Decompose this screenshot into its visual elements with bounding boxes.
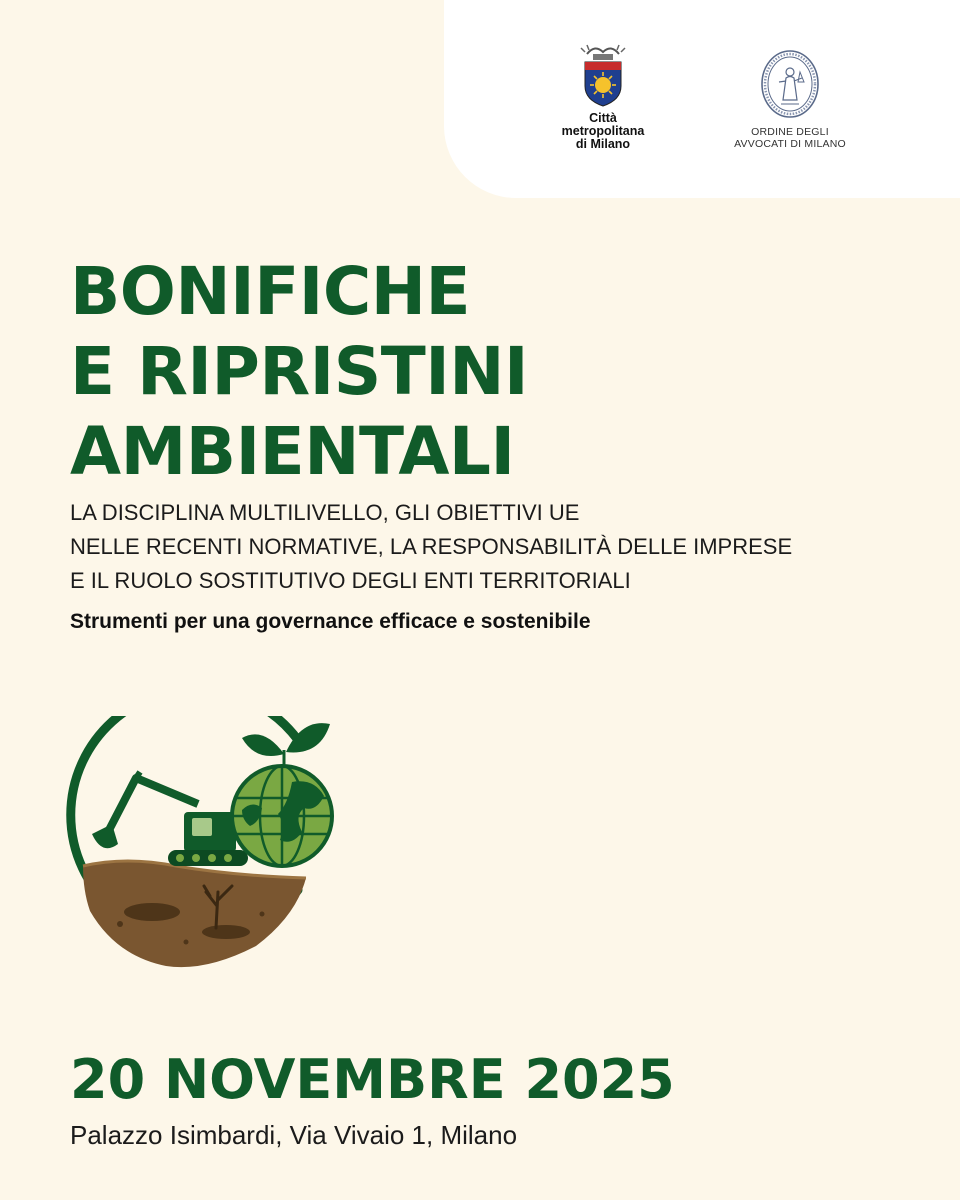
tagline: Strumenti per una governance efficace e sostenibile: [70, 610, 591, 633]
subtitle-line: NELLE RECENTI NORMATIVE, LA RESPONSABILITÀ DELLE IMPRESE: [70, 534, 793, 559]
city-logo-line: di Milano: [575, 137, 631, 151]
ordine-logo-text: [720, 126, 860, 150]
title-line: AMBIENTALI: [70, 413, 515, 490]
subtitle-line: E IL RUOLO SOSTITUTIVO DEGLI ENTI TERRITORIALI: [70, 568, 631, 593]
subtitle-line: LA DISCIPLINA MULTILIVELLO, GLI OBIETTIVI UE: [70, 500, 580, 525]
subtitle: [70, 496, 792, 598]
title-line: BONIFICHE: [70, 253, 471, 330]
page-title: [70, 252, 528, 492]
logo-panel: [444, 0, 960, 198]
city-logo-text: [548, 112, 658, 151]
city-logo: [548, 42, 658, 151]
title-line: E RIPRISTINI: [70, 333, 529, 410]
event-venue: Palazzo Isimbardi, Via Vivaio 1, Milano: [70, 1120, 518, 1150]
ordine-logo-line: ORDINE DEGLI: [751, 126, 829, 138]
ordine-logo-line: AVVOCATI DI MILANO: [734, 138, 846, 150]
city-crest-icon: [575, 42, 631, 108]
event-date: 20 NOVEMBRE 2025: [70, 1048, 675, 1111]
ordine-seal-icon: [759, 48, 821, 120]
ordine-logo: [720, 48, 860, 150]
excavator-globe-icon: [66, 716, 340, 978]
city-logo-line: metropolitana: [561, 124, 645, 138]
city-logo-line: Città: [589, 111, 617, 125]
